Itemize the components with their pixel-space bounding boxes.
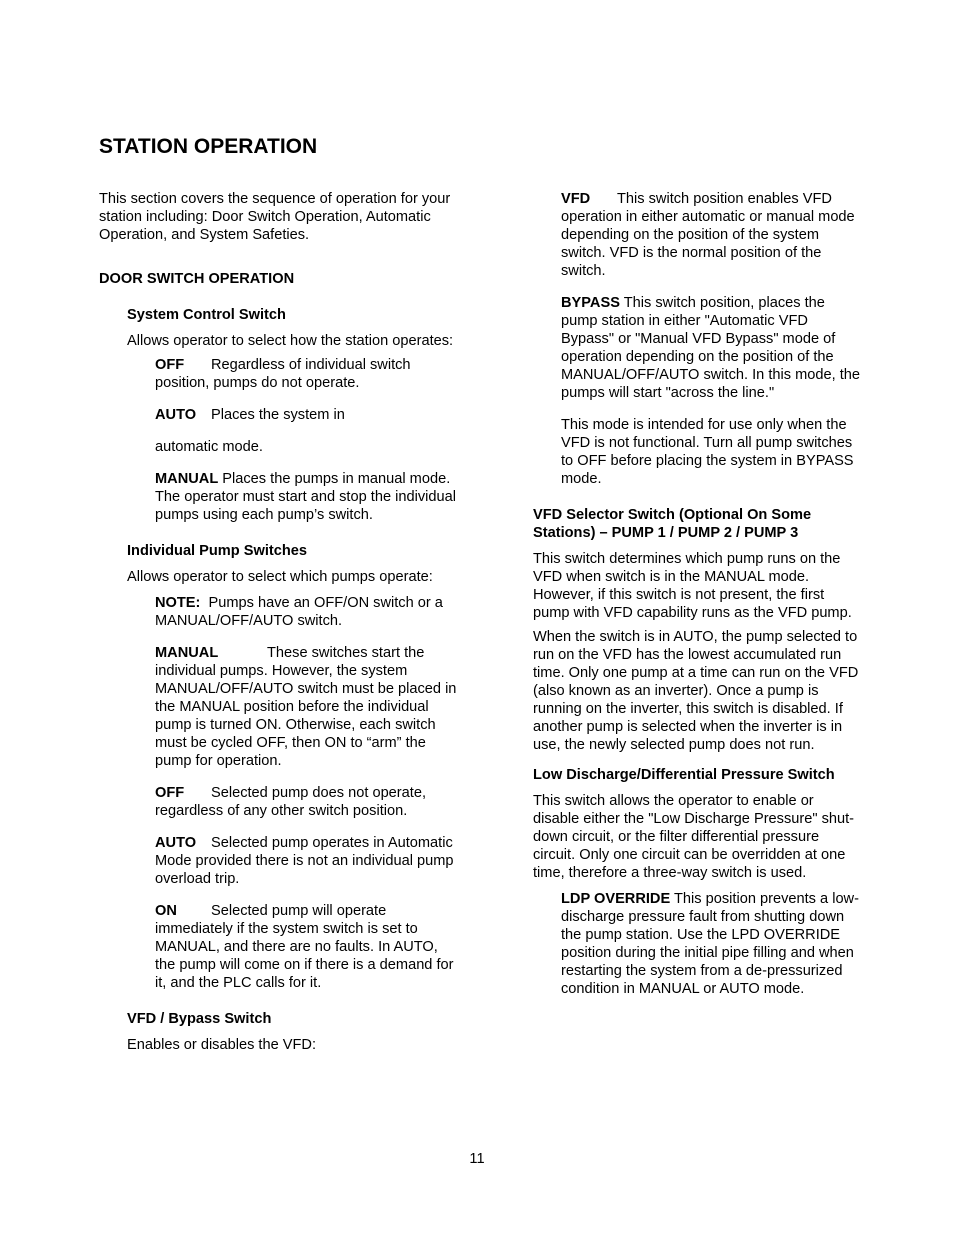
pump-off [155,784,459,820]
individual-pump-heading: Individual Pump Switches [127,543,308,559]
vfd-bypass-heading: VFD / Bypass Switch [127,1011,272,1027]
bypass-note: This mode is intended for use only when the VFD is not functional. Turn all pump switches to OFF before placing the system in BYPASS mode. [561,417,854,487]
door-switch-heading: DOOR SWITCH OPERATION [99,271,295,287]
system-control-off [155,356,459,392]
bypass-position [561,294,863,402]
vfd-selector-p2: When the switch is in AUTO, the pump selected to run on the VFD has the lowest accumulated run time. Only one pump at a time can run on the VFD (also known as an inverter). Once a pump is running on the inverter, this switch is disabled. If another pump is selected when the inverter is in use, the newly selected pump does not run. [533,629,859,753]
term-off: OFF [155,357,185,373]
desc-manual: Places the pumps in manual mode. The operator must start and stop the individual pumps using each pump’s switch. [155,471,456,523]
ldp-override [561,890,863,998]
desc-pump-auto: Selected pump operates in Automatic Mode provided there is not an individual pump overload trip. [155,835,454,887]
system-control-manual [155,470,459,524]
desc-vfd: This switch position enables VFD operation in either automatic or manual mode depending on the position of the system switch. VFD is the normal position of the switch. [561,191,855,279]
left-column [99,190,459,1054]
term-manual: MANUAL [155,471,219,487]
desc-pump-manual: These switches start the individual pumps. However, the system MANUAL/OFF/AUTO switch must be placed in the MANUAL position before the individual pump is turned ON. Otherwise, each switch must be cycled OFF, then ON to “arm” the pump for operation. [155,645,457,769]
desc-auto: Places the system in [211,407,345,423]
system-control-auto [155,406,459,424]
pump-on [155,902,459,992]
term-bypass: BYPASS [561,295,620,311]
term-pump-on: ON [155,903,177,919]
term-ldp-override: LDP OVERRIDE [561,891,671,907]
system-control-heading: System Control Switch [127,307,286,323]
term-auto: AUTO [155,407,197,423]
term-note: NOTE: [155,595,201,611]
individual-pump-desc: Allows operator to select which pumps operate: [127,569,433,585]
desc-pump-on: Selected pump will operate immediately if the system switch is set to MANUAL, and there are no faults. In AUTO, the pump will come on if there is a demand for it, and the PLC calls for it. [155,903,454,991]
vfd-selector-heading: VFD Selector Switch (Optional On Some Stations) – PUMP 1 / PUMP 2 / PUMP 3 [533,507,812,541]
desc-pump-off: Selected pump does not operate, regardless of any other switch position. [155,785,427,819]
term-vfd: VFD [561,191,591,207]
vfd-bypass-desc: Enables or disables the VFD: [127,1037,317,1053]
low-discharge-desc: This switch allows the operator to enable or disable either the "Low Discharge Pressure" shut-down circuit, or the filter differential pressure circuit. Only one circuit can be overridden at one time, therefore a three-way switch is used. [533,793,855,881]
pump-note [155,594,459,630]
pump-manual [155,644,459,770]
desc-ldp-override: This position prevents a low-discharge pressure fault from shutting down the pump station. Use the LPD OVERRIDE position during the initial pipe filling and when restarting the system from a de-pressurized condition in MANUAL or AUTO mode. [561,891,859,997]
desc-off: Regardless of individual switch position, pumps do not operate. [155,357,411,391]
right-column [533,190,863,998]
system-control-desc: Allows operator to select how the station operates: [127,333,454,349]
term-pump-manual: MANUAL [155,645,219,661]
desc-note: Pumps have an OFF/ON switch or a MANUAL/OFF/AUTO switch. [155,595,443,629]
low-discharge-heading: Low Discharge/Differential Pressure Switch [533,767,835,783]
page-title: STATION OPERATION [99,135,318,158]
page-number: 11 [469,1151,485,1167]
desc-bypass: This switch position, places the pump station in either "Automatic VFD Bypass" or "Manual VFD Bypass" mode of operation depending on the position of the MANUAL/OFF/AUTO switch. In this mode, the pumps will start "across the line." [561,295,860,401]
term-pump-auto: AUTO [155,835,197,851]
system-control-auto-cont: automatic mode. [155,439,263,455]
vfd-selector-p1: This switch determines which pump runs on the VFD when switch is in the MANUAL mode. However, if this switch is not present, the first pump with VFD capability runs as the VFD pump. [533,551,852,621]
intro-paragraph: This section covers the sequence of operation for your station including: Door Switch Operation, Automatic Operation, and System Safeties. [99,191,451,243]
term-pump-off: OFF [155,785,185,801]
pump-auto [155,834,459,888]
vfd-position [561,190,863,280]
